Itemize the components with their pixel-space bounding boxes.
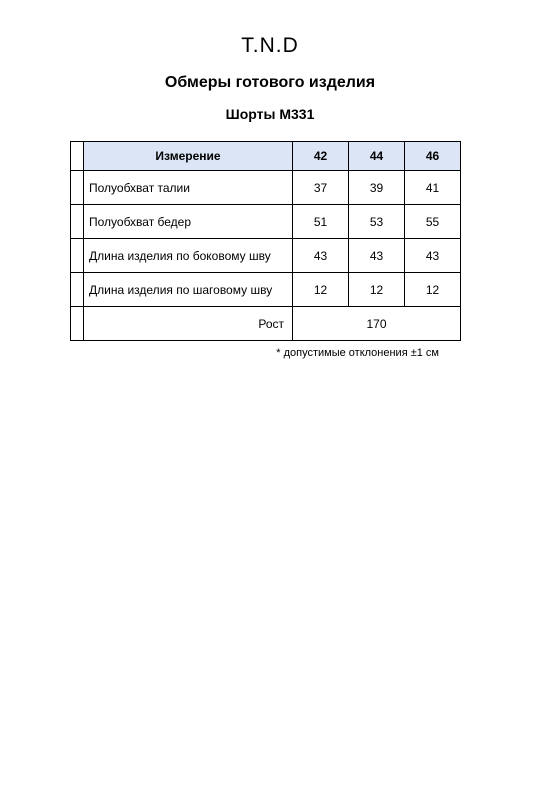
- brand-name: T.N.D: [241, 34, 299, 57]
- height-label: Рост: [84, 307, 293, 341]
- header-size-44: 44: [349, 142, 405, 171]
- product-title: Шорты М331: [225, 106, 315, 122]
- table-row: [71, 171, 461, 205]
- header-measurement: Измерение: [84, 142, 293, 171]
- row-label: Полуобхват талии: [84, 171, 293, 205]
- table-header-row: [71, 142, 461, 171]
- row-value: 43: [349, 239, 405, 273]
- row-label: Длина изделия по боковому шву: [84, 239, 293, 273]
- height-value: 170: [293, 307, 461, 341]
- table-row: [71, 273, 461, 307]
- row-value: 43: [405, 239, 461, 273]
- header-size-42: 42: [293, 142, 349, 171]
- row-value: 12: [349, 273, 405, 307]
- row-value: 12: [405, 273, 461, 307]
- row-label: Длина изделия по шаговому шву: [84, 273, 293, 307]
- row-marker-cell: [71, 307, 84, 341]
- row-marker-cell: [71, 142, 84, 171]
- row-marker-cell: [71, 171, 84, 205]
- row-marker-cell: [71, 205, 84, 239]
- tolerance-note: * допустимые отклонения ±1 см: [276, 347, 439, 359]
- row-value: 12: [293, 273, 349, 307]
- document-title: Обмеры готового изделия: [164, 74, 376, 91]
- row-marker-cell: [71, 273, 84, 307]
- table-row: [71, 239, 461, 273]
- row-value: 51: [293, 205, 349, 239]
- row-value: 43: [293, 239, 349, 273]
- row-value: 37: [293, 171, 349, 205]
- table-row: [71, 205, 461, 239]
- row-label: Полуобхват бедер: [84, 205, 293, 239]
- height-row: [71, 307, 461, 341]
- row-marker-cell: [71, 239, 84, 273]
- measurements-table: [70, 141, 461, 341]
- header-size-46: 46: [405, 142, 461, 171]
- row-value: 53: [349, 205, 405, 239]
- row-value: 55: [405, 205, 461, 239]
- row-value: 41: [405, 171, 461, 205]
- row-value: 39: [349, 171, 405, 205]
